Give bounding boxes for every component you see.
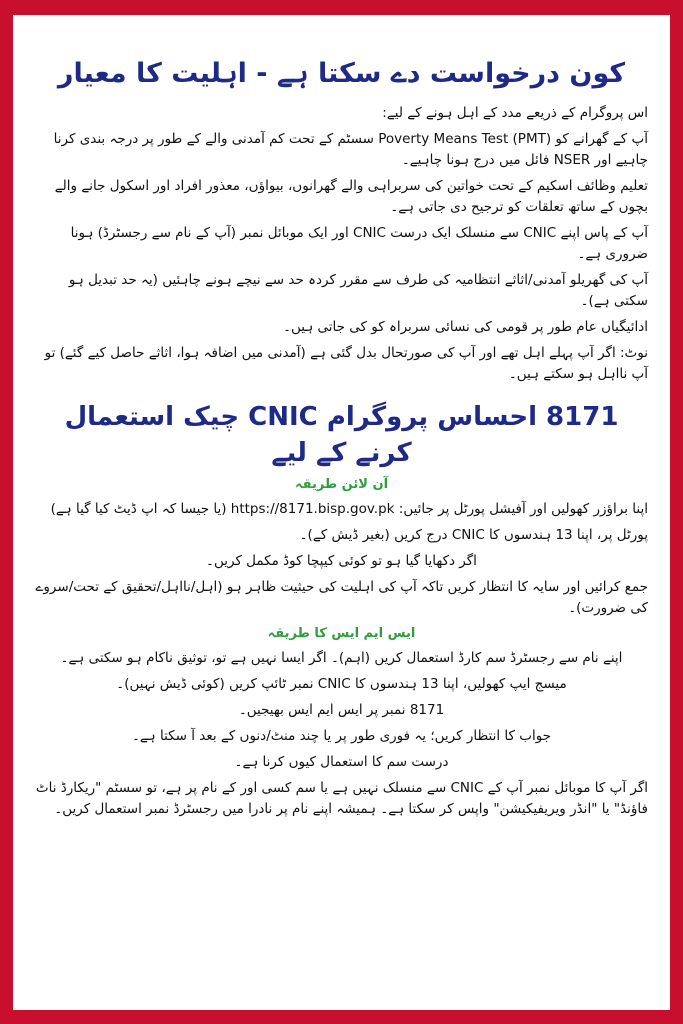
sms-warning: اگر آپ کا موبائل نمبر آپ کے CNIC سے منسلک نہیں ہے یا سم کسی اور کے نام پر ہے، تو سسٹم "ریکارڈ ناٹ فاؤنڈ" یا "انڈر ویریفیکیشن" واپس کر سکتا ہے۔ ہمیشہ اپنے نام پر نادرا میں رجسٹرڈ نمبر استعمال کریں۔: [35, 780, 648, 817]
sms-why-sim: درست سم کا استعمال کیوں کرنا ہے۔: [234, 754, 449, 770]
eligibility-payments: ادائیگیاں عام طور پر قومی کی نسائی سربراہ کو کی جاتی ہیں۔: [283, 319, 648, 335]
online-method-section: [35, 475, 648, 619]
sms-step-sim: اپنے نام سے رجسٹرڈ سم کارڈ استعمال کریں (اہم)۔ اگر ایسا نہیں ہے تو، توثیق ناکام ہو سکتی ہے۔: [60, 650, 623, 666]
sms-step-type: میسج ایپ کھولیں، اپنا 13 ہندسوں کا CNIC نمبر ٹائپ کریں (کوئی ڈیش نہیں)۔: [116, 676, 567, 692]
cnic-check-heading: 8171 احساس پروگرام CNIC چیک استعمال کرنے کے لیے: [64, 402, 619, 468]
sms-step-send: 8171 نمبر پر ایس ایم ایس بھیجیں۔: [238, 702, 445, 718]
sms-method-label: ایس ایم ایس کا طریقہ: [267, 626, 416, 641]
eligibility-priority: تعلیم وظائف اسکیم کے تحت خواتین کی سربراہی والے گھرانوں، بیواؤں، معذور افراد اور اسکول جانے والے بچوں کے ساتھ تعلقات کو ترجیح دی جاتی ہے۔: [54, 178, 648, 215]
document-sheet: [13, 15, 670, 1010]
page-title: کون درخواست دے سکتا ہے - اہلیت کا معیار: [57, 58, 626, 89]
eligibility-income: آپ کی گھریلو آمدنی/اثاثے انتظامیہ کی طرف سے مقرر کردہ حد سے نیچے ہونے چاہئیں (یہ حد تبدیل ہو سکتی ہے)۔: [68, 272, 648, 309]
eligibility-pmt: آپ کے گھرانے کو (Poverty Means Test (PMT سسٹم کے تحت کم آمدنی والے کے طور پر درجہ بندی کرنا چاہیے اور NSER فائل میں درج ہونا چاہیے۔: [53, 131, 648, 168]
eligibility-cnic: آپ کے پاس اپنے CNIC سے منسلک ایک درست CNIC اور ایک موبائل نمبر (آپ کے نام سے رجسٹرڈ) ہونا ضروری ہے۔: [70, 225, 648, 262]
eligibility-section: [35, 103, 648, 385]
eligibility-intro: اس پروگرام کے ذریعے مدد کے اہل ہونے کے لیے:: [382, 105, 648, 121]
online-step-captcha: اگر دکھایا گیا ہو تو کوئی کیپچا کوڈ مکمل کریں۔: [206, 553, 477, 569]
online-step-portal: اپنا براؤزر کھولیں اور آفیشل پورٹل پر جائیں: https://8171.bisp.gov.pk (یا جیسا کہ اپ ڈیٹ کیا گیا ہے): [50, 501, 648, 517]
online-step-submit: جمع کرائیں اور سایہ کا انتظار کریں تاکہ آپ کی اہلیت کی حیثیت ظاہر ہو (اہل/نااہل/تحقیق کے تحت/سروے کی ضرورت)۔: [35, 579, 648, 616]
sms-step-wait: جواب کا انتظار کریں؛ یہ فوری طور پر یا چند منٹ/دنوں کے بعد آ سکتا ہے۔: [131, 728, 552, 744]
sms-method-section: [35, 624, 648, 820]
eligibility-note: نوٹ: اگر آپ پہلے اہل تھے اور آپ کی صورتحال بدل گئی ہے (آمدنی میں اضافہ ہوا، اثاثے حاصل کیے گئے) تو آپ نااہل ہو سکتے ہیں۔: [44, 345, 648, 382]
online-method-label: آن لائن طریقہ: [294, 477, 389, 492]
online-step-cnic: پورٹل پر، اپنا 13 ہندسوں کا CNIC درج کریں (بغیر ڈیش کے)۔: [299, 527, 648, 543]
